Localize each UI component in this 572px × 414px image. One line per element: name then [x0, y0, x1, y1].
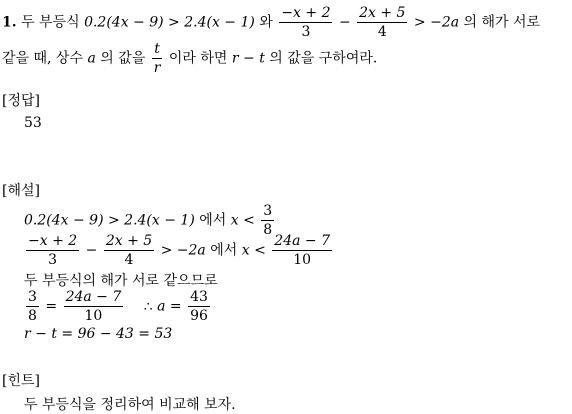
explanation-line-3: 두 부등식의 해가 서로 같으므로	[24, 273, 218, 289]
equals-sign: =	[45, 298, 58, 315]
fraction: $\frac{2x + 5}{4}$	[105, 233, 153, 268]
problem-text: 같을 때, 상수	[2, 50, 83, 67]
fraction: $\frac{24a - 7}{10}$	[274, 233, 330, 268]
explanation-text: 에서	[199, 212, 227, 229]
fraction: $\frac{3}{8}$	[263, 203, 273, 238]
problem-number: 1.	[2, 14, 17, 31]
fraction: $\frac{-x + 2}{3}$	[281, 5, 331, 40]
variable-a: a	[87, 50, 96, 67]
hint-label: [힌트]	[2, 373, 40, 389]
fraction: $\frac{-x + 2}{3}$	[28, 233, 78, 268]
math-expression: a =	[157, 298, 182, 315]
math-expression: 0.2(4x − 9) > 2.4(x − 1)	[24, 212, 195, 229]
inequality-2-rhs: > −2a	[413, 14, 460, 31]
problem-text: 이라 하면	[168, 50, 228, 67]
math-expression: x <	[230, 212, 255, 229]
math-expression: > −2a	[160, 242, 206, 259]
expression-r-minus-t: r − t	[231, 50, 265, 67]
explanation-text: 에서	[210, 242, 238, 259]
problem-line-2	[2, 42, 377, 75]
conjunction: 와	[259, 14, 273, 31]
fraction: $\frac{2x + 5}{4}$	[359, 5, 406, 40]
minus-sign: −	[338, 14, 351, 31]
explanation-line-2	[24, 234, 334, 267]
problem-text: 의 값을 구하여라.	[269, 50, 378, 67]
fraction: $\frac{24a - 7}{10}$	[65, 289, 122, 324]
problem-text-suffix: 의 해가 서로	[463, 14, 541, 31]
problem-text-prefix: 두 부등식	[21, 14, 80, 31]
answer-value: 53	[24, 115, 42, 131]
inequality-1: 0.2(4x − 9) > 2.4(x − 1)	[84, 14, 255, 31]
explanation-label: [해설]	[2, 183, 40, 199]
problem-text: 의 값을	[100, 50, 146, 67]
hint-text: 두 부등식을 정리하여 비교해 보자.	[24, 397, 236, 413]
explanation-line-4	[24, 290, 212, 323]
math-expression: x <	[241, 242, 266, 259]
answer-label: [정답]	[2, 93, 40, 109]
fraction: $\frac{3}{8}$	[28, 289, 37, 324]
fraction-t-over-r: $\frac{t}{r}$	[153, 41, 161, 76]
fraction: $\frac{43}{96}$	[190, 289, 208, 324]
problem-line-1	[2, 6, 540, 39]
minus-sign: −	[85, 242, 98, 259]
therefore-symbol: ∴	[143, 298, 153, 315]
explanation-line-5: r − t = 96 − 43 = 53	[24, 326, 173, 342]
